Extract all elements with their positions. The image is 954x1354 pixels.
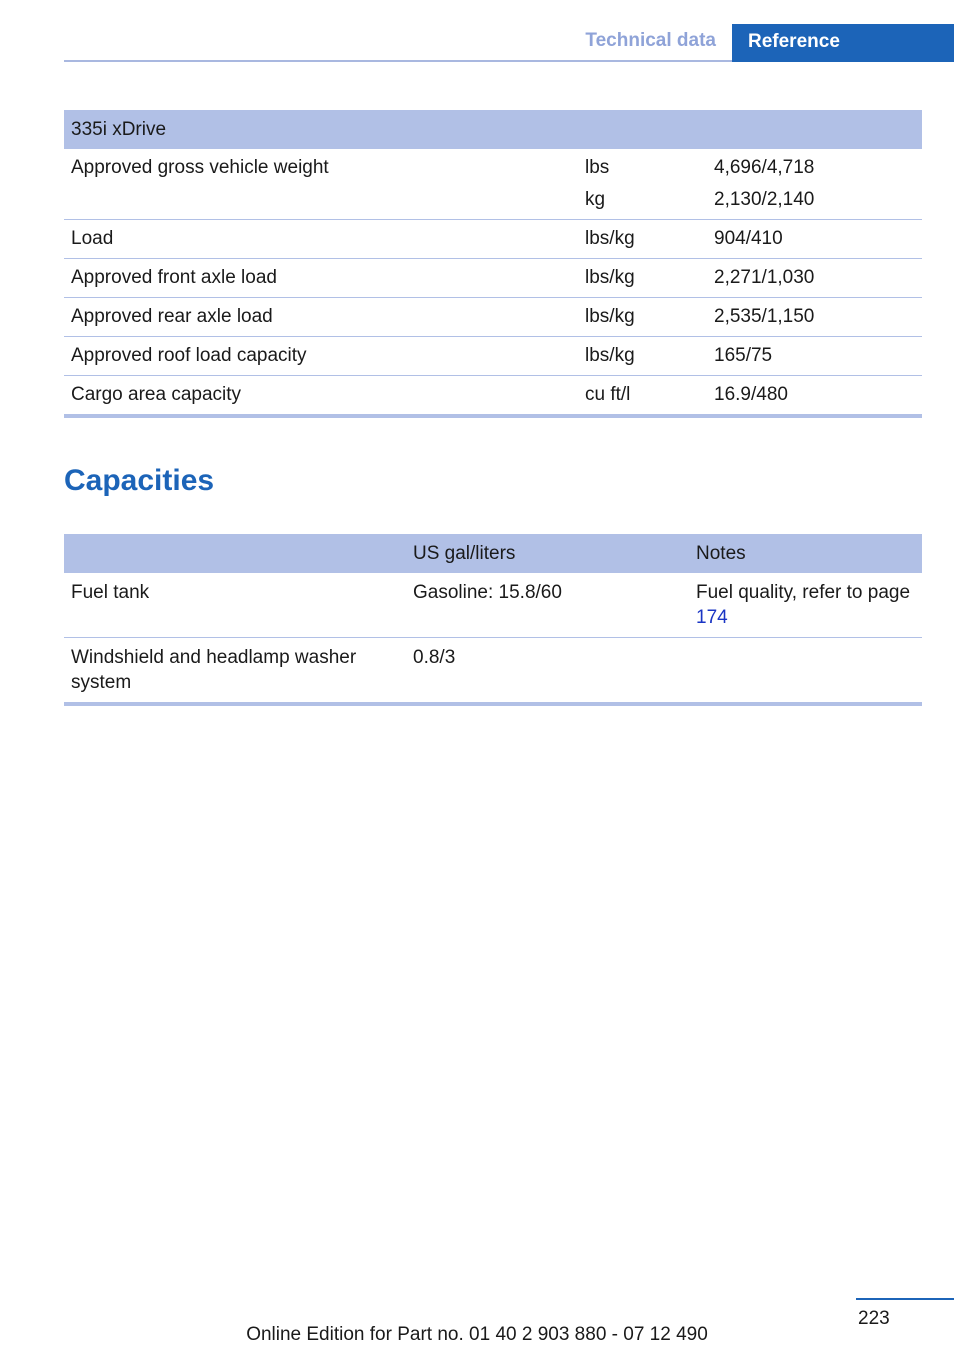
row-value-line: 4,696/4,718 xyxy=(714,157,815,178)
footer-edition-note: Online Edition for Part no. 01 40 2 903 880 - 07 12 490 xyxy=(246,1324,708,1345)
page-number: 223 xyxy=(858,1308,890,1329)
row-value: 16.9/480 xyxy=(707,376,922,417)
row-value-line: 2,130/2,140 xyxy=(714,189,815,210)
row-note xyxy=(689,638,922,705)
row-value: 2,535/1,150 xyxy=(707,298,922,337)
row-note-text: Fuel quality, refer to page xyxy=(696,582,911,603)
row-unit-line: kg xyxy=(585,189,606,210)
table-row xyxy=(64,220,922,259)
table-row xyxy=(64,149,922,220)
column-header-item xyxy=(64,534,406,573)
row-note xyxy=(689,573,922,638)
row-item: Windshield and headlamp washer system xyxy=(64,638,406,705)
column-header-notes: Notes xyxy=(689,534,922,573)
capacities-table xyxy=(64,534,922,706)
row-volume: 0.8/3 xyxy=(406,638,689,705)
table-row xyxy=(64,638,922,705)
row-label: Approved front axle load xyxy=(64,259,578,298)
row-unit xyxy=(578,149,707,220)
weights-table-heading: 335i xDrive xyxy=(64,110,922,149)
header-chapter-tab: Reference xyxy=(732,24,954,62)
row-label: Load xyxy=(64,220,578,259)
table-row xyxy=(64,298,922,337)
row-label: Approved roof load capacity xyxy=(64,337,578,376)
column-header-volume: US gal/liters xyxy=(406,534,689,573)
table-row xyxy=(64,259,922,298)
row-label: Approved rear axle load xyxy=(64,298,578,337)
weights-table-header xyxy=(64,110,922,149)
row-value xyxy=(707,149,922,220)
page-reference-link[interactable]: 174 xyxy=(696,607,728,628)
capacities-table-header xyxy=(64,534,922,573)
row-unit: lbs/kg xyxy=(578,337,707,376)
section-title: Capacities xyxy=(64,464,215,497)
header-section-label: Technical data xyxy=(585,30,716,51)
row-unit: cu ft/l xyxy=(578,376,707,417)
weights-table xyxy=(64,110,922,418)
table-row xyxy=(64,337,922,376)
table-row xyxy=(64,376,922,417)
row-item: Fuel tank xyxy=(64,573,406,638)
row-unit-line: lbs xyxy=(585,157,610,178)
row-unit: lbs/kg xyxy=(578,259,707,298)
page-header xyxy=(64,24,954,62)
page-number-rule xyxy=(856,1298,954,1300)
row-volume: Gasoline: 15.8/60 xyxy=(406,573,689,638)
row-label: Cargo area capacity xyxy=(64,376,578,417)
row-value: 2,271/1,030 xyxy=(707,259,922,298)
row-label: Approved gross vehicle weight xyxy=(64,149,578,220)
row-unit: lbs/kg xyxy=(578,220,707,259)
table-row xyxy=(64,573,922,638)
row-value: 904/410 xyxy=(707,220,922,259)
row-value: 165/75 xyxy=(707,337,922,376)
row-unit: lbs/kg xyxy=(578,298,707,337)
